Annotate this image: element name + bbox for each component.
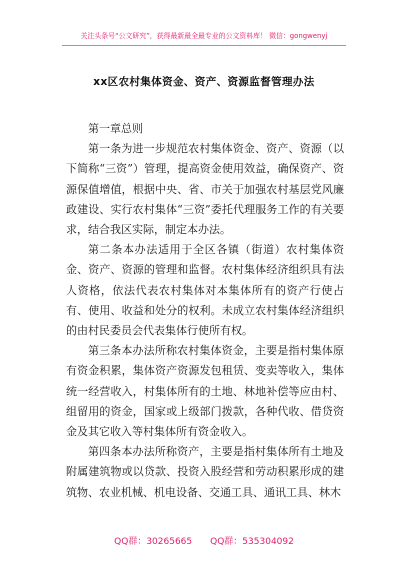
document-title: xx区农村集体资金、资产、资源监督管理办法 — [93, 76, 315, 88]
article-paragraph: 第一条为进一步规范农村集体资金、资产、资源（以下简称“三资”）管理，提高资金使用效益，确保资产、资源保值增值，根据中央、省、市关于加强农村基层党风廉政建设、实行农村集体“三资”委托代理服务工作的有关要求，结合我区实际，制定本办法。 — [66, 142, 344, 237]
footer-contact — [0, 534, 408, 547]
header-divider — [62, 45, 346, 46]
footer-qq-group-2: QQ群：535304092 — [210, 537, 294, 547]
header-banner: 关注头条号“公文研究”，获得最新最全最专业的公文资料库！ 微信：gongwenyj — [80, 32, 328, 40]
footer-qq-group-1: QQ群：30265665 — [114, 537, 193, 547]
article-paragraph: 第四条本办法所称资产，主要是指村集体所有土地及附属建筑物或以贷款、投资入股经营和劳动积累形成的建筑物、农业机械、机电设备、交通工具、通讯工具、林木 — [66, 445, 344, 499]
document-body — [66, 119, 344, 503]
chapter-heading: 第一章总则 — [88, 122, 143, 135]
article-paragraph: 第三条本办法所称农村集体资金，主要是指村集体原有资金积累，集体资产资源发包租赁、变卖等收入，集体统一经营收入，村集体所有的土地、林地补偿等应由村、组留用的资金，国家或上级部门拨款，各种代收、借贷资金及其它收入等村集体所有资金收入。 — [66, 344, 344, 439]
article-paragraph: 第二条本办法适用于全区各镇（街道）农村集体资金、资产、资源的管理和监督。农村集体经济组织具有法人资格，依法代表农村集体对本集体所有的资产行使占有、使用、收益和处分的权利。未成立农村集体经济组织的由村民委员会代表集体行使所有权。 — [66, 243, 344, 338]
